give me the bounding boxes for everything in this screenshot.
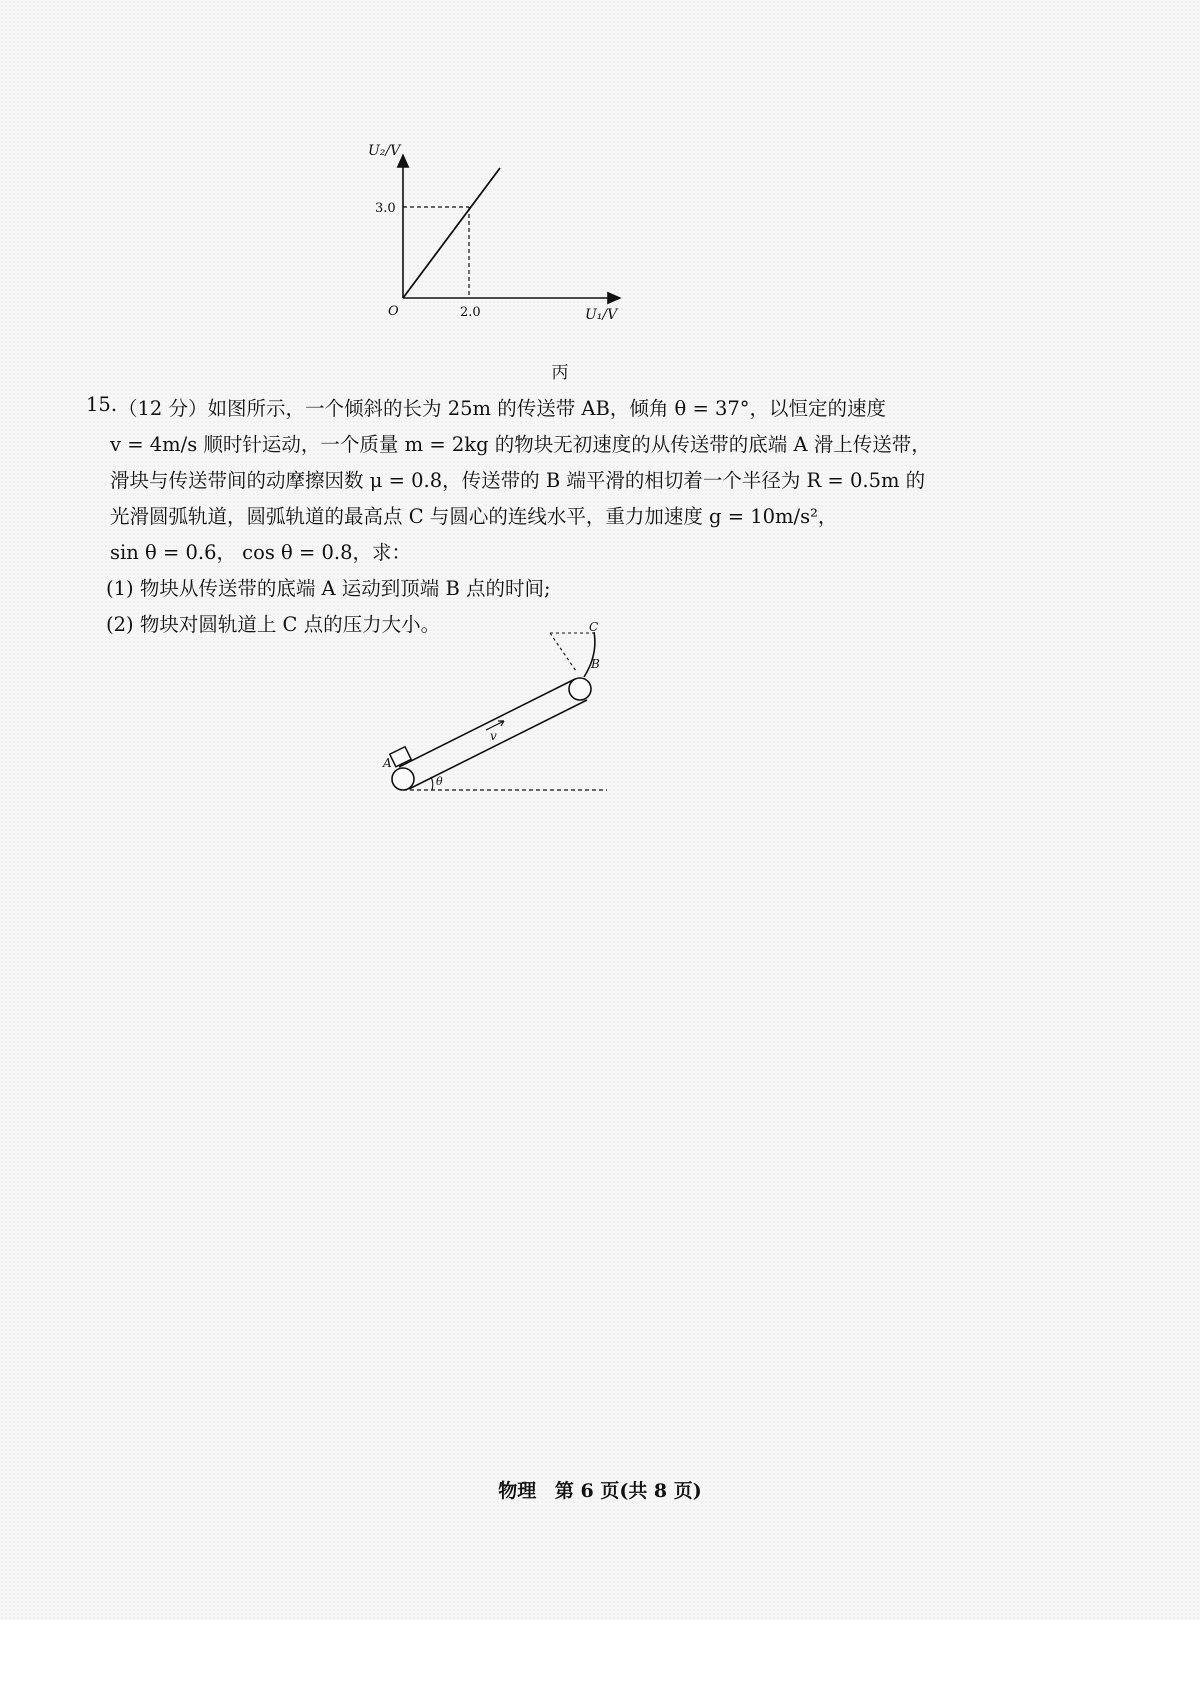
y-axis-label: U₂/V — [368, 143, 401, 159]
page-footer — [0, 1476, 1200, 1503]
belt-top — [399, 679, 575, 767]
roller-top — [569, 678, 591, 700]
x-tick-label: 2.0 — [460, 305, 481, 320]
conveyor-belt-diagram — [370, 615, 630, 800]
x-axis-label: U₁/V — [585, 307, 618, 323]
data-line — [403, 168, 500, 298]
block — [390, 747, 411, 767]
label-c: C — [589, 620, 599, 634]
label-a: A — [383, 756, 392, 770]
graph-caption: 丙 — [551, 363, 569, 383]
y-tick-label: 3.0 — [375, 201, 396, 216]
footer-subject: 物理 — [498, 1480, 537, 1502]
radius-to-b — [550, 633, 576, 671]
question-2: (2) 物块对圆轨道上 C 点的压力大小。 — [106, 613, 441, 636]
problem-line-5: sin θ = 0.6， cos θ = 0.8，求： — [110, 541, 412, 564]
problem-line-4: 光滑圆弧轨道，圆弧轨道的最高点 C 与圆心的连线水平，重力加速度 g = 10m/s²， — [110, 505, 838, 528]
label-b: B — [591, 657, 600, 671]
roller-bottom — [392, 768, 414, 790]
problem-line-1: （12 分）如图所示，一个倾斜的长为 25m 的传送带 AB，倾角 θ = 37°，以恒定的速度 — [118, 397, 887, 420]
u2-u1-graph — [350, 135, 650, 340]
origin-label: O — [388, 304, 399, 319]
problem-number: 15. — [86, 393, 118, 416]
angle-arc — [431, 777, 433, 790]
footer-page-info: 第 6 页(共 8 页) — [554, 1480, 702, 1502]
label-theta: θ — [436, 775, 443, 788]
bottom-margin — [0, 1620, 1200, 1699]
question-1: (1) 物块从传送带的底端 A 运动到顶端 B 点的时间; — [106, 577, 551, 600]
problem-line-2: v = 4m/s 顺时针运动，一个质量 m = 2kg 的物块无初速度的从传送带的底端 A 滑上传送带， — [110, 433, 931, 456]
problem-line-3: 滑块与传送带间的动摩擦因数 μ = 0.8，传送带的 B 端平滑的相切着一个半径为 R = 0.5m 的 — [110, 469, 926, 492]
label-v: v — [490, 729, 497, 743]
